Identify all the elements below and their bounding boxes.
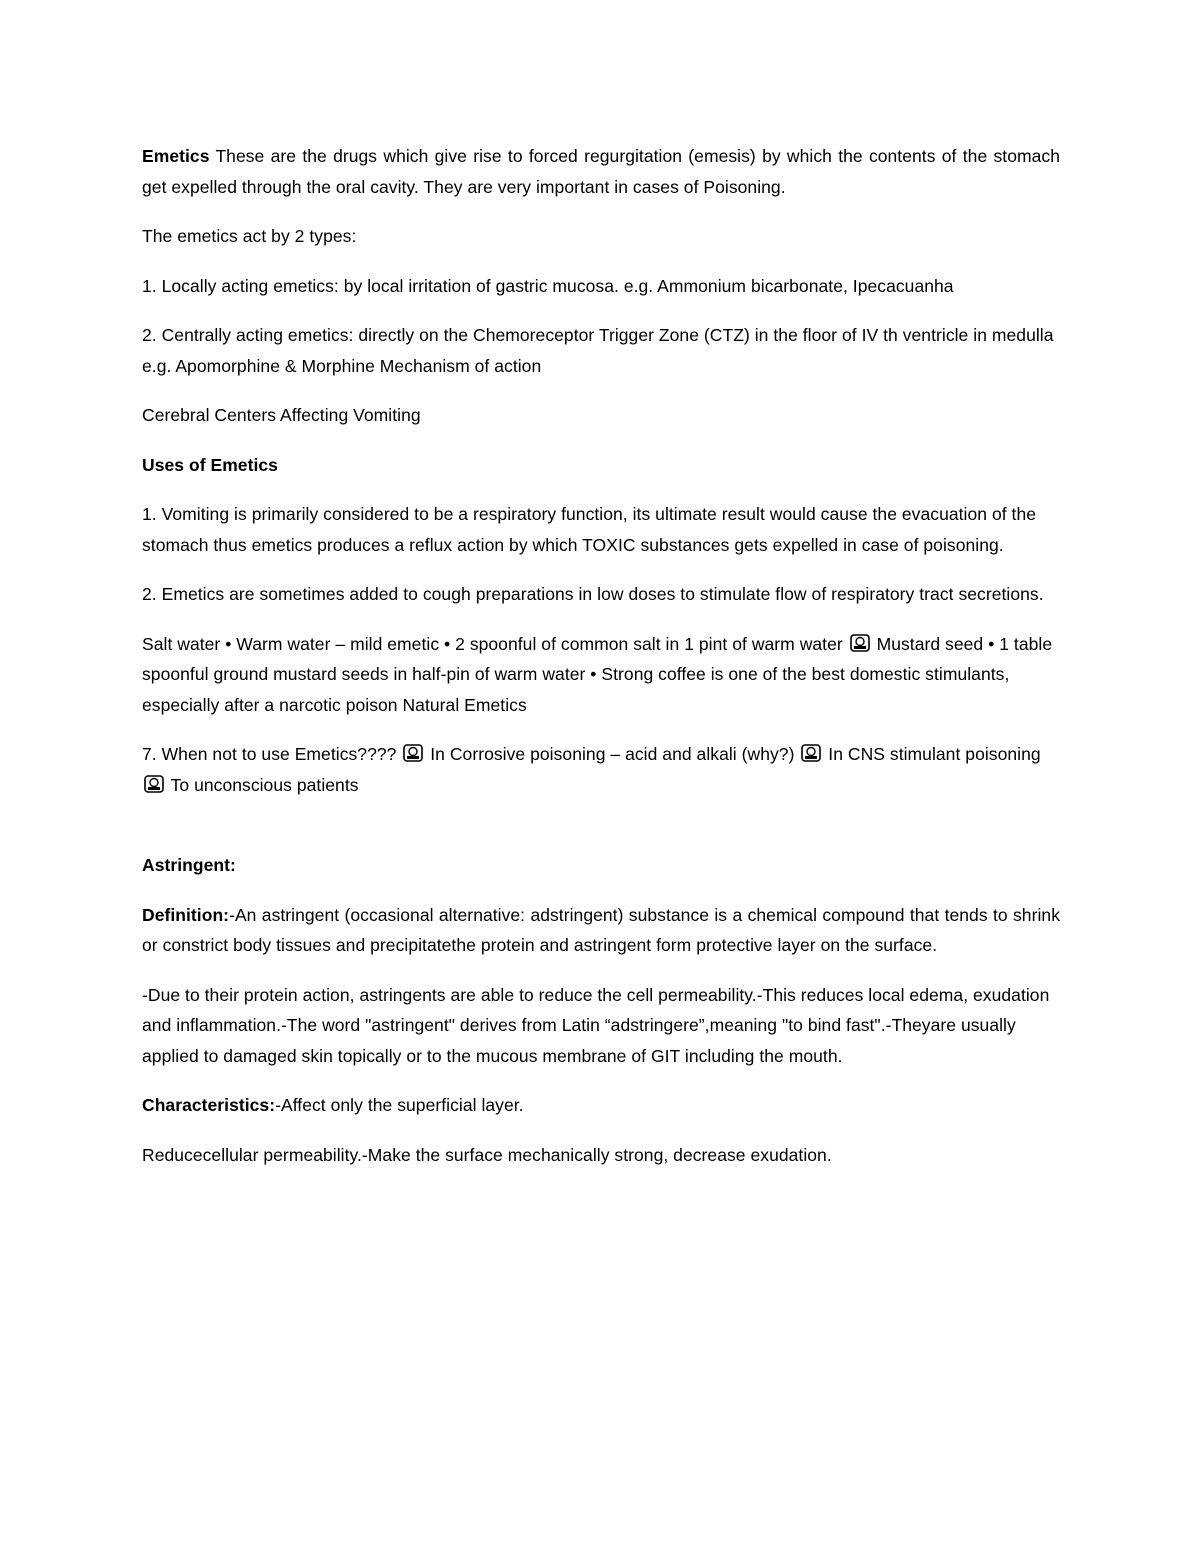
natural-text-b: Mustard seed • 1 table spoonful ground mustard seeds in half-pin of warm water • Strong coffee is one of the best domestic stimulants, especially after a narcotic poison Natural Emetics	[142, 633, 1053, 715]
definition-paragraph	[142, 900, 1060, 961]
emetics-intro-text: These are the drugs which give rise to forced regurgitation (emesis) by which the contents of the stomach get expelled through the oral cavity. They are very important in cases of Poisoning.	[142, 146, 1060, 197]
unknown-glyph-icon	[144, 775, 164, 793]
characteristics-paragraph	[142, 1090, 1060, 1121]
unknown-glyph-icon	[850, 634, 870, 652]
protein-action-paragraph: -Due to their protein action, astringents are able to reduce the cell permeability.-This reduces local edema, exudation and inflammation.-The word "astringent" derives from Latin “adstringere”,meaning "to bind fast".-Theyare usually applied to damaged skin topically or to the mucous membrane of GIT including the mouth.	[142, 984, 1050, 1066]
use-2-paragraph: 2. Emetics are sometimes added to cough preparations in low doses to stimulate flow of respiratory tract secretions.	[142, 584, 1044, 604]
definition-label: Definition:	[142, 904, 230, 925]
natural-emetics-paragraph	[142, 629, 1060, 721]
astringent-heading: Astringent:	[142, 855, 236, 875]
contraindications-paragraph	[142, 739, 1060, 800]
emetics-heading: Emetics	[142, 146, 210, 166]
reduce-permeability-line: Reducecellular permeability.-Make the surface mechanically strong, decrease exudation.	[142, 1144, 832, 1165]
contra-text-a: 7. When not to use Emetics????	[142, 744, 402, 764]
type-1-locally-acting: 1. Locally acting emetics: by local irritation of gastric mucosa. e.g. Ammonium bicarbonate, Ipecacuanha	[142, 275, 954, 296]
unknown-glyph-icon	[801, 744, 821, 762]
contra-text-c: In CNS stimulant poisoning	[823, 744, 1041, 764]
emetics-intro-paragraph	[142, 141, 1060, 202]
types-intro: The emetics act by 2 types:	[142, 226, 357, 246]
unknown-glyph-icon	[403, 744, 423, 762]
document-page	[142, 141, 1060, 1170]
uses-heading: Uses of Emetics	[142, 454, 278, 475]
natural-text-a: Salt water • Warm water – mild emetic • 2 spoonful of common salt in 1 pint of warm water	[142, 633, 848, 654]
use-1-paragraph: 1. Vomiting is primarily considered to be a respiratory function, its ultimate result would cause the evacuation of the stomach thus emetics produces a reflux action by which TOXIC substances gets expelled in case of poisoning.	[142, 504, 1037, 555]
contra-text-b: In Corrosive poisoning – acid and alkali (why?)	[425, 744, 800, 764]
cerebral-centers-line: Cerebral Centers Affecting Vomiting	[142, 405, 421, 425]
definition-text: -An astringent (occasional alternative: adstringent) substance is a chemical compound that tends to shrink or constrict body tissues and precipitatethe protein and astringent form protective layer on the surface.	[142, 904, 1060, 955]
type-2-centrally-acting: 2. Centrally acting emetics: directly on the Chemoreceptor Trigger Zone (CTZ) in the floor of IV th ventricle in medulla e.g. Apomorphine & Morphine Mechanism of action	[142, 325, 1054, 376]
characteristics-text: -Affect only the superficial layer.	[275, 1095, 524, 1115]
characteristics-label: Characteristics:	[142, 1095, 276, 1115]
contra-text-d: To unconscious patients	[166, 774, 359, 795]
